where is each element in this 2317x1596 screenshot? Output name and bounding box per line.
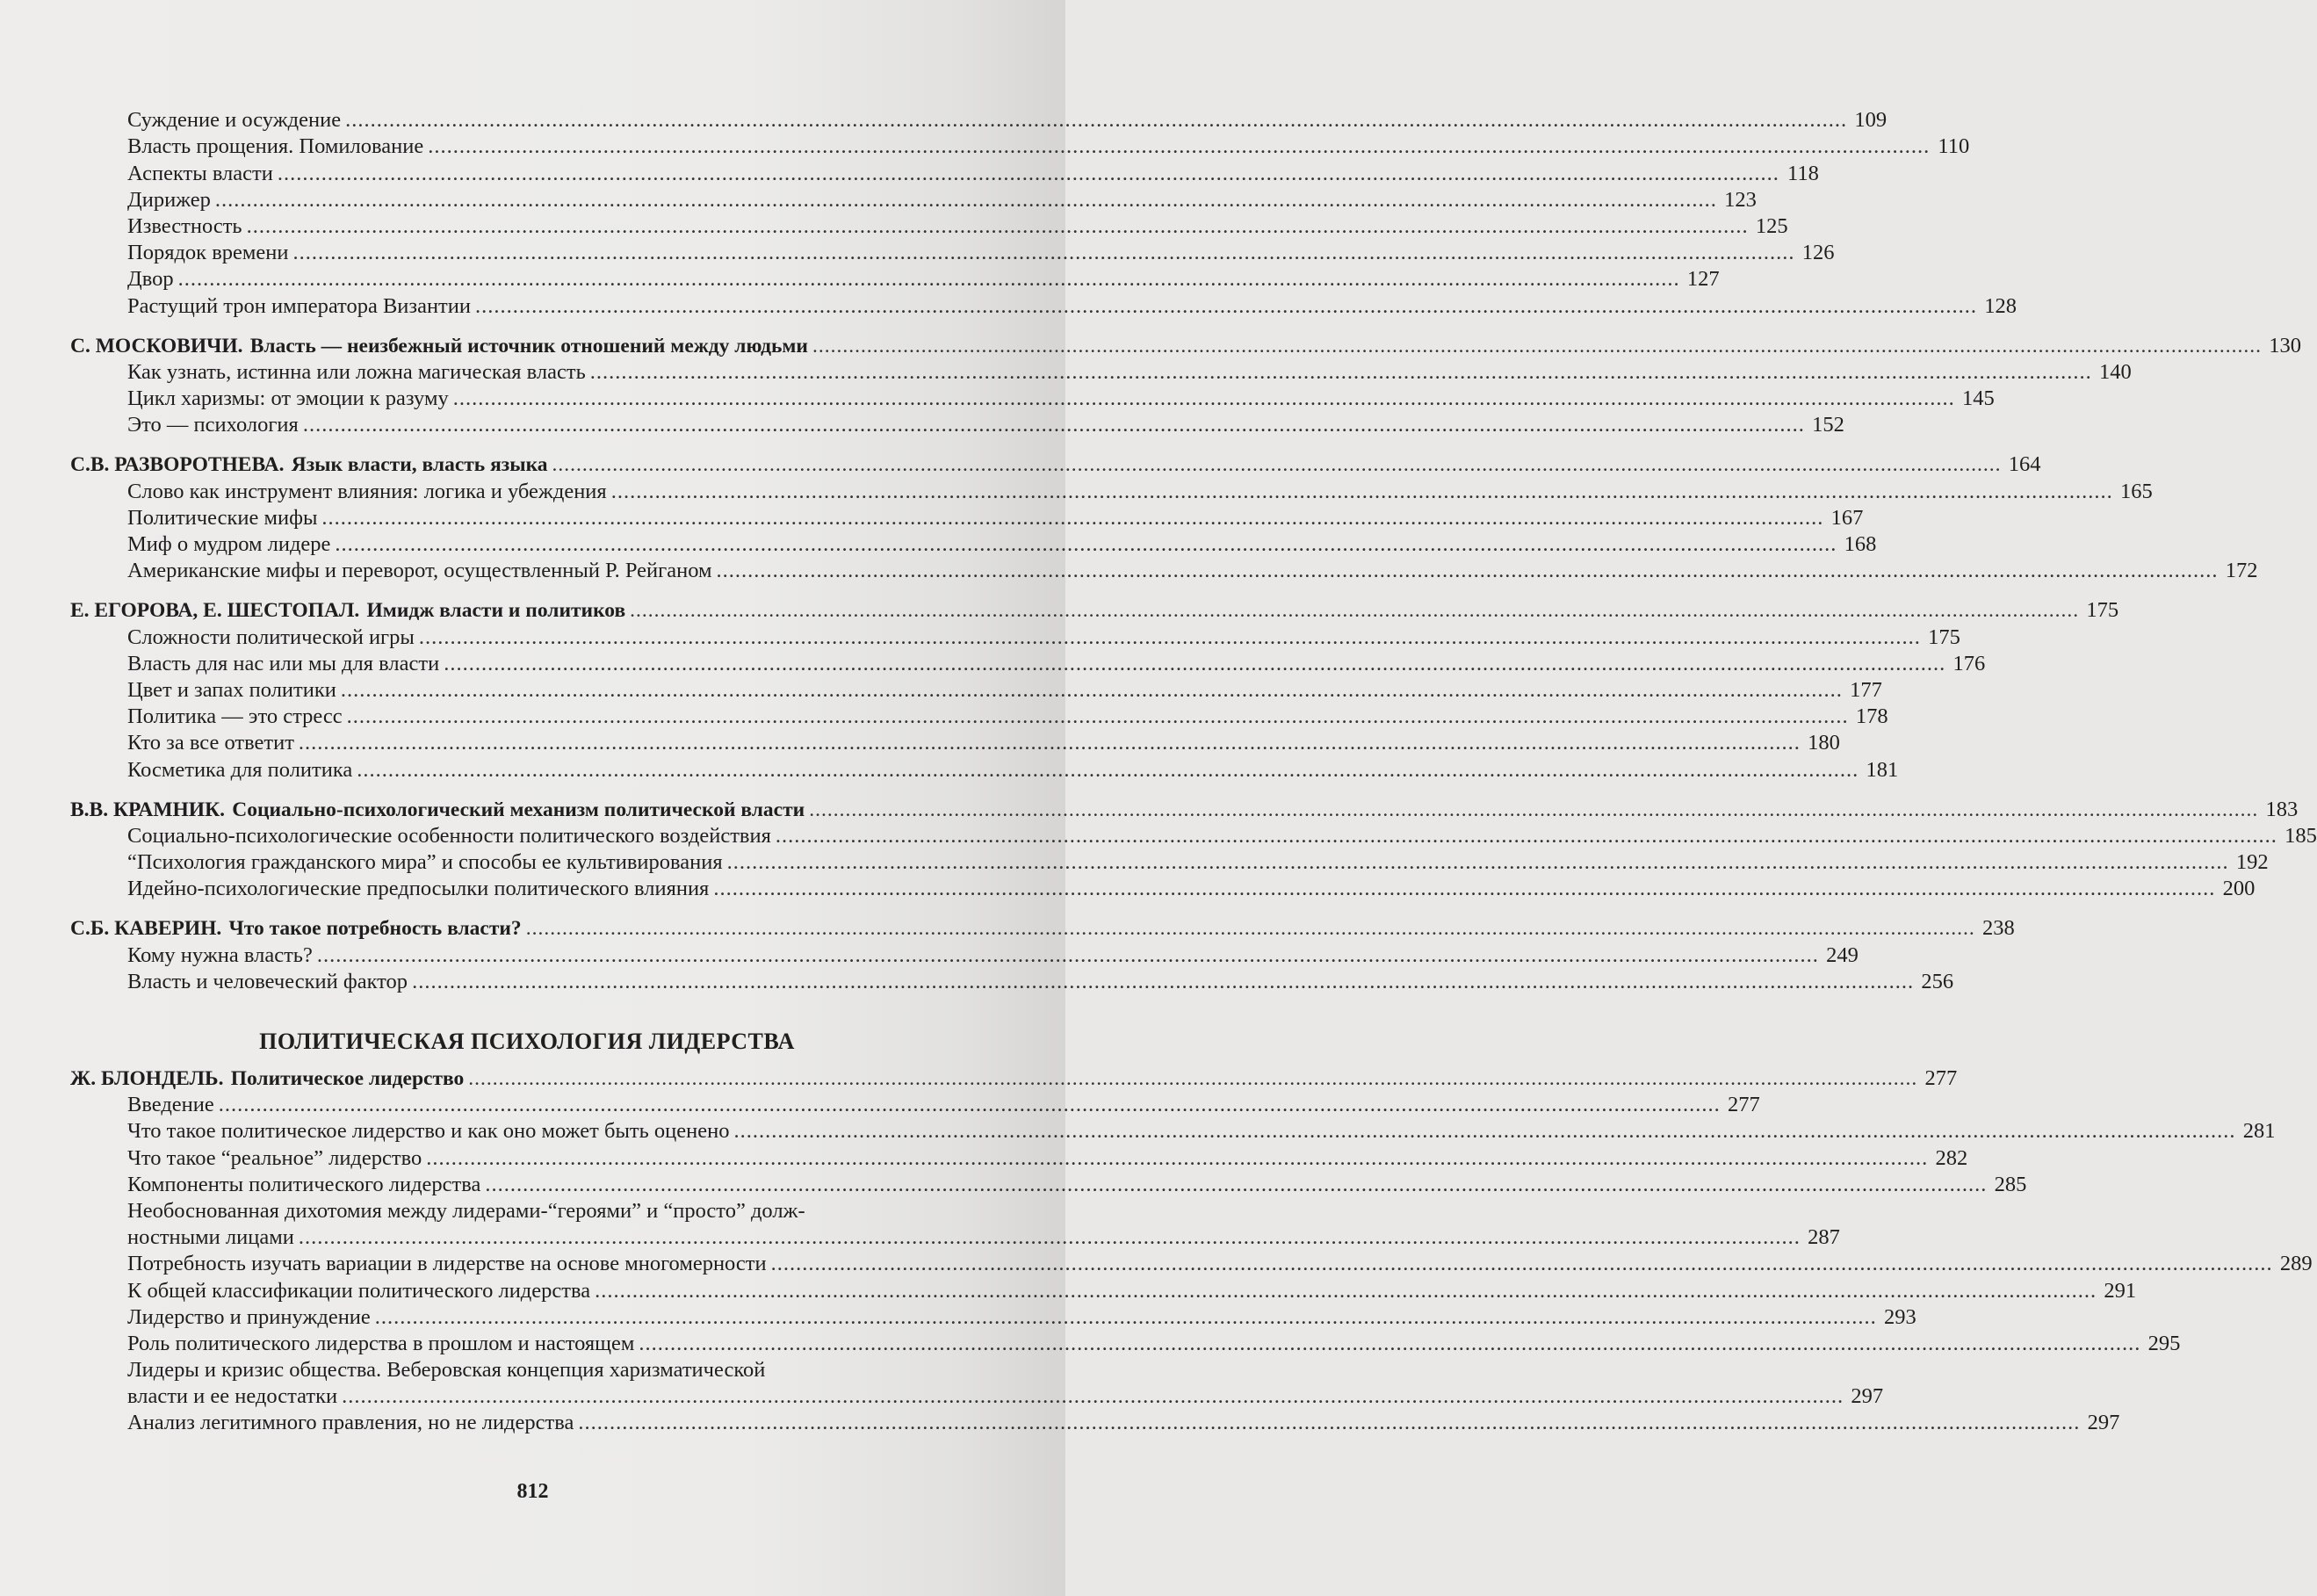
toc-entry (70, 729, 1840, 755)
leader-dots (347, 704, 1849, 729)
entry-page: 249 (1826, 942, 1859, 967)
author-name: С.В. РАЗВОРОТНЕВА. (70, 453, 285, 477)
leader-dots (278, 162, 1779, 186)
entry-page: 285 (1994, 1172, 2027, 1196)
entry-title: Суждение и осуждение (127, 108, 342, 133)
toc-entry (70, 941, 1859, 967)
entry-page: 281 (2242, 1119, 2276, 1144)
leader-dots (475, 294, 1977, 319)
entry-page: 128 (1984, 293, 2017, 318)
entry-page: 180 (1808, 731, 1840, 755)
entry-page: 178 (1855, 704, 1888, 729)
toc-entry (70, 186, 1757, 213)
entry-title: Власть прощения. Помилование (127, 134, 424, 159)
toc-author-entry (70, 596, 2119, 623)
entry-page: 176 (1952, 651, 1986, 675)
entry-title: Миф о мудром лидере (127, 532, 331, 556)
entry-page: 200 (2222, 877, 2256, 901)
entry-title: Компоненты политического лидерства (127, 1172, 481, 1196)
entry-page: 181 (1866, 757, 1899, 782)
leader-dots (299, 1225, 1801, 1250)
leader-dots (552, 452, 2002, 477)
entry-page: 123 (1724, 187, 1757, 212)
leader-dots (716, 559, 2218, 583)
entry-title: Лидерство и принуждение (127, 1304, 371, 1329)
entry-title: Слово как инструмент влияния: логика и убеждения (127, 479, 607, 503)
entry-title: Как узнать, истинна или ложна магическая власть (127, 359, 586, 384)
toc-entry (70, 133, 1970, 159)
entry-page: 127 (1686, 267, 1720, 292)
leader-dots (419, 625, 1921, 650)
entry-page: 140 (2099, 359, 2132, 384)
entry-title: Социально-психологические особенности политического воздействия (127, 823, 771, 848)
entry-title: Цвет и запах политики (127, 677, 336, 702)
toc-entry (70, 1171, 2027, 1197)
entry-title: Роль политического лидерства в прошлом и настоящем (127, 1331, 635, 1355)
leader-dots (293, 241, 1795, 265)
leader-dots (357, 758, 1859, 783)
entry-title: Цикл харизмы: от эмоции к разуму (127, 386, 449, 411)
toc-entry-line1 (70, 1197, 984, 1224)
toc-entry (70, 650, 1986, 676)
leader-dots (578, 1411, 2080, 1435)
entry-page: 130 (2269, 333, 2301, 357)
toc-entry (70, 531, 1877, 557)
leader-dots (713, 877, 2215, 901)
leader-dots (468, 1066, 1917, 1091)
leader-dots (299, 731, 1801, 755)
leader-dots (428, 134, 1930, 159)
toc-entry (70, 213, 1788, 239)
leader-dots (453, 386, 1955, 411)
entry-page: 172 (2225, 559, 2258, 583)
toc-entry (70, 968, 1954, 994)
entry-title: Кто за все ответит (127, 731, 294, 755)
toc-entry (70, 1409, 2120, 1435)
leader-dots (247, 214, 1749, 239)
entry-page: 145 (1961, 386, 1995, 411)
entry-page: 164 (2008, 452, 2041, 477)
entry-title: Американские мифы и переворот, осуществленный Р. Рейганом (127, 559, 712, 583)
toc-entry (70, 703, 1888, 729)
toc-entry (70, 755, 1899, 782)
entry-title: Власть для нас или мы для власти (127, 651, 440, 675)
entry-page: 238 (1981, 916, 2015, 941)
entry-page: 183 (2265, 797, 2299, 821)
leader-dots (771, 1252, 2273, 1276)
author-name: Е. ЕГОРОВА, Е. ШЕСТОПАЛ. (70, 599, 360, 623)
toc-entry (70, 1091, 1760, 1117)
toc-entry (70, 849, 2269, 875)
entry-page: 109 (1854, 108, 1888, 133)
chapter-title: Власть — неизбежный источник отношений между людьми (249, 334, 808, 357)
toc-author-entry (70, 332, 2301, 358)
entry-page: 289 (2279, 1252, 2313, 1276)
entry-page: 185 (2285, 823, 2317, 848)
leader-dots (639, 1332, 2140, 1356)
leader-dots (303, 413, 1805, 437)
entry-page: 297 (2087, 1411, 2120, 1435)
leader-dots (812, 334, 2262, 358)
entry-title: Порядок времени (127, 241, 289, 265)
entry-title: Политика — это стресс (127, 704, 343, 729)
leader-dots (219, 1093, 1721, 1117)
toc-author-entry (70, 451, 2041, 477)
toc-author-entry (70, 796, 2299, 822)
toc-entry (70, 265, 1720, 292)
entry-page: 167 (1830, 505, 1864, 530)
section-heading: ПОЛИТИЧЕСКАЯ ПСИХОЛОГИЯ ЛИДЕРСТВА (259, 1028, 795, 1054)
toc-entry (70, 411, 1844, 437)
entry-page: 152 (1812, 413, 1844, 437)
toc-entry (70, 1383, 1884, 1409)
toc-entry (70, 676, 1882, 703)
leader-dots (317, 943, 1819, 968)
leader-dots (335, 532, 1837, 557)
toc-entry (70, 504, 1864, 531)
toc-author-entry (70, 1065, 1958, 1091)
entry-title: Растущий трон императора Византии (127, 293, 471, 318)
entry-page: 277 (1924, 1066, 1958, 1090)
entry-page: 293 (1884, 1304, 1916, 1329)
entry-page: 297 (1851, 1384, 1884, 1409)
page-number: 812 (516, 1480, 549, 1503)
toc-entry (70, 557, 2258, 583)
leader-dots (412, 970, 1914, 994)
toc-entry (70, 875, 2256, 901)
chapter-title: Язык власти, власть языка (291, 453, 548, 477)
toc-entry (70, 1144, 1968, 1170)
toc-entry-line1 (70, 1356, 984, 1383)
toc-entry (70, 106, 1888, 133)
entry-title: Что такое политическое лидерство и как оно может быть оценено (127, 1119, 730, 1144)
entry-title: К общей классификации политического лидерства (127, 1278, 591, 1303)
entry-page: 295 (2147, 1331, 2181, 1355)
entry-title-continued: власти и ее недостатки (127, 1384, 338, 1409)
entry-page: 168 (1844, 532, 1877, 556)
leader-dots (776, 824, 2277, 849)
toc-entry (70, 1224, 1840, 1250)
entry-title-continued: ностными лицами (127, 1225, 294, 1250)
entry-page: 175 (2086, 598, 2119, 623)
toc-entry (70, 1304, 1916, 1330)
leader-dots (321, 506, 1823, 531)
toc-entry (70, 1117, 2276, 1144)
entry-title: Косметика для политика (127, 757, 353, 782)
toc-entry (70, 1250, 2313, 1276)
leader-dots (444, 652, 1945, 676)
toc-entry (70, 623, 1960, 649)
entry-title: Анализ легитимного правления, но не лидерства (127, 1411, 574, 1435)
entry-title: Потребность изучать вариации в лидерстве на основе многомерности (127, 1252, 767, 1276)
entry-title: Кому нужна власть? (127, 942, 313, 967)
leader-dots (342, 1384, 1844, 1409)
entry-page: 126 (1801, 241, 1835, 265)
leader-dots (215, 188, 1717, 213)
entry-title: Двор (127, 267, 174, 292)
toc-entry (70, 477, 2153, 503)
leader-dots (526, 916, 1975, 941)
toc-entry (70, 239, 1835, 265)
toc-entry (70, 385, 1995, 411)
entry-title: Это — психология (127, 413, 299, 437)
leader-dots (345, 108, 1847, 133)
leader-dots (375, 1305, 1877, 1330)
entry-title: Введение (127, 1093, 214, 1117)
entry-title: Политические мифы (127, 505, 318, 530)
entry-page: 291 (2104, 1278, 2137, 1303)
entry-page: 282 (1935, 1145, 1968, 1170)
leader-dots (595, 1279, 2097, 1304)
entry-page: 287 (1808, 1225, 1840, 1250)
entry-page: 118 (1787, 161, 1819, 185)
author-name: Ж. БЛОНДЕЛЬ. (70, 1067, 224, 1090)
toc-entry (70, 292, 2017, 318)
entry-page: 165 (2119, 479, 2153, 503)
table-of-contents (70, 106, 2317, 1435)
toc-entry (70, 1276, 2137, 1303)
chapter-title: Имидж власти и политиков (366, 599, 626, 623)
leader-dots (727, 850, 2229, 875)
author-name: С.Б. КАВЕРИН. (70, 917, 222, 941)
entry-title: Что такое “реальное” лидерство (127, 1145, 422, 1170)
entry-title: Власть и человеческий фактор (127, 969, 408, 993)
leader-dots (611, 480, 2113, 504)
toc-author-entry (70, 914, 2015, 941)
entry-title: Сложности политической игры (127, 625, 415, 649)
chapter-title: Что такое потребность власти? (228, 917, 522, 941)
chapter-title: Социально-психологический механизм политической власти (232, 798, 805, 821)
leader-dots (734, 1119, 2236, 1144)
leader-dots (590, 360, 2092, 385)
toc-entry (70, 159, 1819, 185)
toc-entry (70, 358, 2132, 385)
leader-dots (341, 678, 1843, 703)
entry-page: 125 (1755, 213, 1788, 238)
leader-dots (426, 1146, 1928, 1171)
leader-dots (485, 1173, 1987, 1197)
entry-page: 277 (1728, 1093, 1760, 1117)
chapter-title: Политическое лидерство (230, 1067, 465, 1090)
entry-title: “Психология гражданского мира” и способы ее культивирования (127, 850, 723, 875)
toc-entry (70, 822, 2317, 849)
entry-title: Идейно-психологические предпосылки политического влияния (127, 877, 710, 901)
author-name: С. МОСКОВИЧИ. (70, 334, 243, 357)
toc-entry (70, 1330, 2181, 1356)
entry-title: Лидеры и кризис общества. Веберовская концепция харизматической (127, 1358, 766, 1383)
entry-page: 110 (1938, 134, 1970, 159)
leader-dots (178, 267, 1680, 292)
leader-dots (630, 598, 2079, 623)
author-name: В.В. КРАМНИК. (70, 798, 225, 821)
entry-page: 175 (1928, 625, 1960, 649)
entry-page: 177 (1850, 677, 1882, 702)
leader-dots (809, 798, 2258, 822)
entry-title: Дирижер (127, 187, 211, 212)
entry-title: Известность (127, 213, 242, 238)
entry-page: 256 (1921, 969, 1954, 993)
entry-page: 192 (2235, 850, 2269, 875)
entry-title: Необоснованная дихотомия между лидерами-“героями” и “просто” долж- (127, 1198, 805, 1223)
entry-title: Аспекты власти (127, 161, 273, 185)
